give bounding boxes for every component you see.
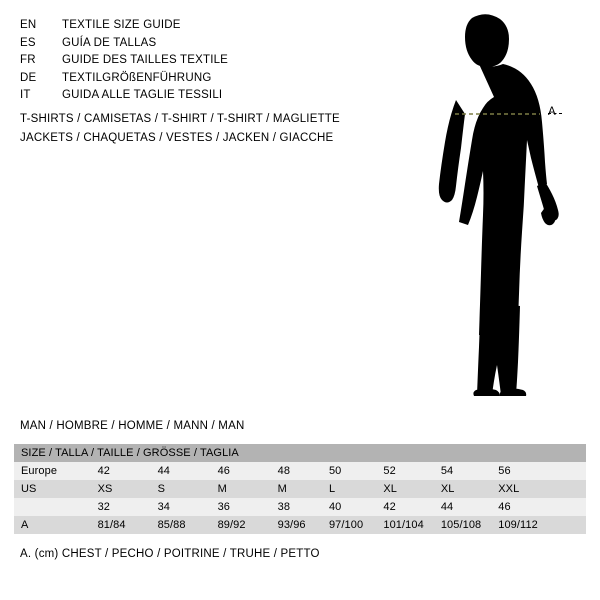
language-row	[20, 17, 228, 35]
language-code: DE	[20, 71, 37, 84]
cell: 42	[383, 501, 396, 513]
table-header-pad	[271, 444, 322, 462]
cell: 105/108	[440, 519, 482, 531]
table-header-pad	[434, 444, 491, 462]
cell: M	[277, 483, 287, 495]
language-row	[20, 35, 228, 53]
language-row	[20, 70, 228, 88]
measure-label-a: A	[548, 106, 556, 118]
table-header-pad	[491, 444, 548, 462]
cell: M	[217, 483, 227, 495]
cell: XS	[97, 483, 113, 495]
row-label: Europe	[21, 465, 58, 477]
language-title: TEXTILE SIZE GUIDE	[62, 19, 181, 31]
table-row	[14, 516, 586, 534]
garment-category-list	[20, 110, 340, 148]
table-footnote: A. (cm) CHEST / PECHO / POITRINE / TRUHE / PETTO	[20, 548, 320, 560]
cell: 97/100	[328, 519, 364, 531]
language-code: IT	[20, 89, 31, 102]
cell: 32	[97, 501, 111, 513]
male-silhouette-illustration	[400, 10, 585, 400]
cell: XL	[440, 483, 455, 495]
language-code: ES	[20, 36, 36, 49]
cell: 50	[328, 465, 342, 477]
table-header-label: SIZE / TALLA / TAILLE / GRÖSSE / TAGLIA	[21, 447, 239, 459]
size-table	[14, 444, 586, 534]
category-jackets: JACKETS / CHAQUETAS / VESTES / JACKEN / GIACCHE	[20, 132, 334, 144]
cell: 101/104	[383, 519, 424, 531]
language-code: FR	[20, 54, 36, 67]
language-title: GUIDA ALLE TAGLIE TESSILI	[62, 89, 223, 102]
cell-empty	[548, 516, 586, 534]
language-row	[20, 52, 228, 70]
cell: 44	[157, 465, 171, 477]
cell: 48	[277, 465, 291, 477]
cell: 36	[217, 501, 231, 513]
cell: L	[328, 483, 336, 495]
row-label: A	[21, 519, 29, 531]
cell: 46	[498, 501, 511, 513]
cell: S	[157, 483, 166, 495]
cell-empty	[548, 480, 586, 498]
language-code: EN	[20, 19, 37, 31]
cell: 54	[440, 465, 454, 477]
language-title-list	[20, 17, 228, 105]
cell: 56	[498, 465, 511, 477]
language-title: TEXTILGRÖßENFÜHRUNG	[62, 71, 212, 84]
table-header-pad	[376, 444, 433, 462]
language-title: GUIDE DES TAILLES TEXTILE	[62, 54, 229, 67]
cell: 44	[440, 501, 454, 513]
cell: 42	[97, 465, 111, 477]
cell: 52	[383, 465, 396, 477]
cell: 38	[277, 501, 291, 513]
cell: 34	[157, 501, 171, 513]
table-row	[14, 462, 586, 480]
cell: 46	[217, 465, 231, 477]
cell-empty	[548, 462, 586, 480]
table-header-pad	[322, 444, 376, 462]
table-title: MAN / HOMBRE / HOMME / MANN / MAN	[20, 420, 245, 432]
table-header-row	[14, 444, 586, 462]
cell: 93/96	[277, 519, 306, 531]
cell: 109/112	[498, 519, 538, 531]
cell-empty	[548, 498, 586, 516]
category-tshirts: T-SHIRTS / CAMISETAS / T-SHIRT / T-SHIRT / MAGLIETTE	[20, 113, 340, 125]
table-row	[14, 498, 586, 516]
silhouette-body-shape	[439, 14, 559, 396]
table-header-pad	[548, 444, 586, 462]
cell: 40	[328, 501, 342, 513]
language-row	[20, 87, 228, 105]
cell: XXL	[498, 483, 520, 495]
row-label	[14, 498, 91, 516]
language-title: GUÍA DE TALLAS	[62, 36, 157, 49]
cell: 81/84	[97, 519, 126, 531]
cell: 85/88	[157, 519, 186, 531]
cell: 89/92	[217, 519, 246, 531]
row-label: US	[21, 483, 37, 495]
table-row	[14, 480, 586, 498]
cell: XL	[383, 483, 398, 495]
